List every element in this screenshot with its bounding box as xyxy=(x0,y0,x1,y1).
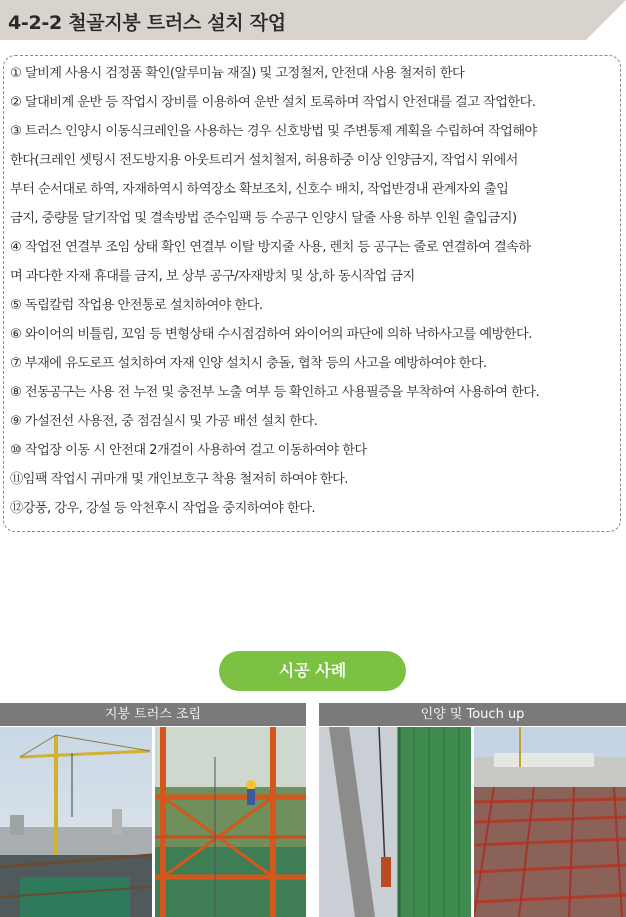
rule-line: ⑨ 가설전선 사용전, 중 점검실시 및 가공 배선 설치 한다. xyxy=(10,414,318,429)
rule-line: ② 달대비계 운반 등 작업시 장비를 이용하여 운반 설치 토록하며 작업시 안전대를 걸고 작업한다. xyxy=(10,95,536,110)
caption-roof-truss-assembly: 지붕 트러스 조립 xyxy=(0,703,306,726)
rule-line: ③ 트러스 인양시 이동식크레인을 사용하는 경우 신호방법 및 주변통제 계획을 수립하여 작업해야 xyxy=(10,124,537,139)
photo-tower-crane xyxy=(0,727,152,917)
rule-line: ① 달비계 사용시 검정품 확인(알루미늄 재질) 및 고정철저, 안전대 사용 철저히 한다 xyxy=(10,66,465,81)
photo-orange-truss-frame xyxy=(155,727,306,917)
rule-line: ⑪임팩 작업시 귀마개 및 개인보호구 착용 철저히 하여야 한다. xyxy=(10,472,348,487)
caption-lifting-touch-up: 인양 및 Touch up xyxy=(319,703,626,726)
section-header xyxy=(0,0,626,40)
rule-line: ④ 작업전 연결부 조임 상태 확인 연결부 이탈 방지줄 사용, 렌치 등 공구는 줄로 연결하여 결속하 xyxy=(10,240,531,255)
photo-red-truss-grid xyxy=(474,727,626,917)
rule-line: 며 과다한 자재 휴대를 금지, 보 상부 공구/자재방치 및 상,하 동시작업 금지 xyxy=(10,269,415,284)
rule-line: 한다(크레인 셋팅시 전도방지용 아웃트리거 설치철저, 허용하중 이상 인양금지, 작업시 위에서 xyxy=(10,153,518,168)
rule-line: ⑥ 와이어의 비틀림, 꼬임 등 변형상태 수시점검하여 와이어의 파단에 의하 낙하사고를 예방한다. xyxy=(10,327,532,342)
rule-line: ⑦ 부재에 유도로프 설치하여 자재 인양 설치시 충돌, 협착 등의 사고을 예방하여야 한다. xyxy=(10,356,487,371)
rule-line: ⑩ 작업장 이동 시 안전대 2개걸이 사용하여 걸고 이동하여야 한다 xyxy=(10,443,367,458)
photo-crane-lifting xyxy=(319,727,471,917)
construction-examples-label: 시공 사례 xyxy=(219,651,406,691)
rule-line: ⑫강풍, 강우, 강설 등 악천후시 작업을 중지하여야 한다. xyxy=(10,501,316,516)
rule-line: 금지, 중량물 달기작업 및 결속방법 준수임팩 등 수공구 인양시 달줄 사용 하부 인원 출입금지) xyxy=(10,211,517,226)
section-title: 4-2-2 철골지붕 트러스 설치 작업 xyxy=(8,12,286,34)
rule-line: 부터 순서대로 하역, 자재하역시 하역장소 확보조치, 신호수 배치, 작업반경내 관계자외 출입 xyxy=(10,182,509,197)
rule-line: ⑧ 전동공구는 사용 전 누전 및 충전부 노출 여부 등 확인하고 사용필증을 부착하여 사용하여 한다. xyxy=(10,385,540,400)
rule-line: ⑤ 독립칼럼 작업용 안전통로 설치하여야 한다. xyxy=(10,298,263,313)
